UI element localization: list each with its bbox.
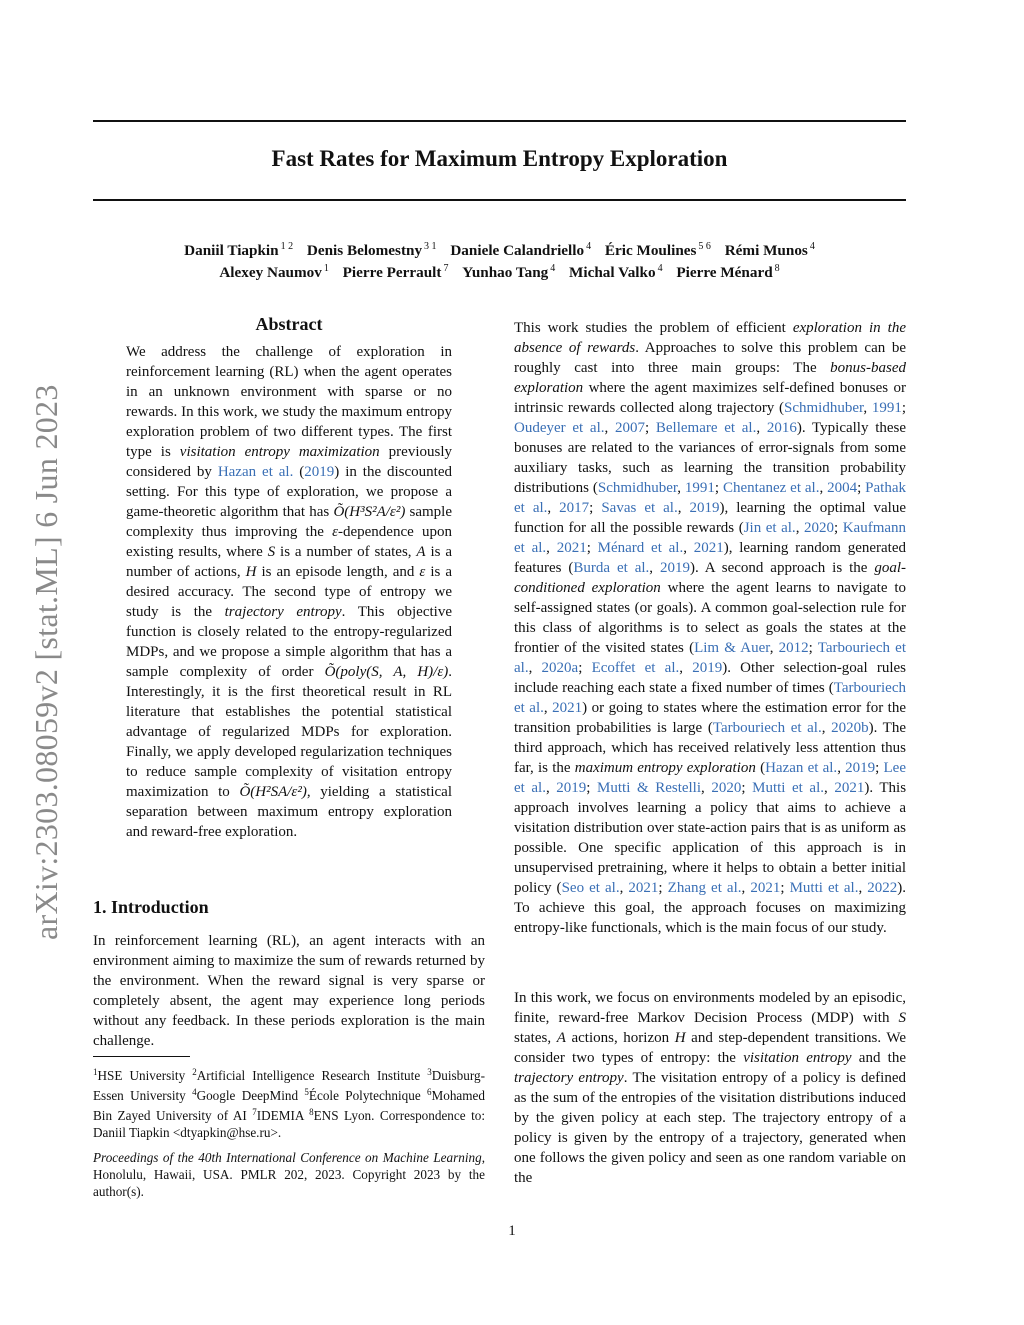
intro-paragraph: In reinforcement learning (RL), an agent interacts with an environment aiming to maximize the sum of rewards returned by the environment. When the reward signal is very sparse or completely absent, the agent may experience long periods without any feedback. In these periods exploration is the main challenge. — [93, 933, 485, 1049]
author: Yunhao Tang $^4$ — [462, 263, 556, 281]
arxiv-stamp: arXiv:2303.08059v2 [stat.ML] 6 Jun 2023 — [28, 384, 64, 940]
top-rule — [93, 120, 906, 122]
affiliations-footnote: $^1$HSE University $^2$Artificial Intelligence Research Institute $^3$Duisburg-Essen University $^4$Google DeepMind $^5$École Polytechnique $^6$Mohamed Bin Zayed University of AI $^7$IDEMIA $^8$ENS Lyon. Correspondence to: Daniil Tiapkin <dtyapkin@hse.ru>. — [93, 1067, 486, 1140]
author-line-2 — [93, 258, 906, 284]
author: Éric Moulines $^{5 6}$ — [604, 241, 711, 259]
right-column-paragraph-2: In this work, we focus on environments modeled by an episodic, finite, reward-free Markov Decision Process (MDP) with S states, A actions, horizon H and step-dependent transitions. We consider two types of entropy: the visitation entropy and the trajectory entropy. The visitation entropy of a policy is defined as the sum of the entropies of the visitation distributions induced by the given policy at each step. The trajectory entropy of a policy is given by the entropy of a trajectory, generated when one follows the given policy and seen as one random variable on the — [514, 990, 907, 1186]
abstract-heading: Abstract — [255, 314, 323, 334]
author: Alexey Naumov $^1$ — [219, 263, 329, 281]
author: Pierre Ménard $^8$ — [676, 263, 780, 281]
section-heading: 1. Introduction — [93, 897, 209, 917]
author: Michal Valko $^4$ — [569, 263, 663, 281]
footnote-rule — [93, 1056, 190, 1057]
abstract-body: We address the challenge of exploration in reinforcement learning (RL) when the agent operates in an unknown environment with sparse or no rewards. In this work, we study the maximum entropy exploration problem of two different types. The first type is visitation entropy maximization previously considered by Hazan et al. (2019) in the discounted setting. For this type of exploration, we propose a game-theoretic algorithm that has Õ(H³S²A/ε²) sample complexity thus improving the ε-dependence upon existing results, where S is a number of states, A is a number of actions, H is an episode length, and ε is a desired accuracy. The second type of entropy we study is the trajectory entropy. This objective function is closely related to the entropy-regularized MDPs, and we propose a simple algorithm that has a sample complexity of order Õ(poly(S, A, H)/ε). Interestingly, it is the first theoretical result in RL literature that establishes the potential statistical advantage of regularized MDPs for exploration. Finally, we apply developed regularization techniques to reduce sample complexity of visitation entropy maximization to Õ(H²SA/ε²), yielding a statistical separation between maximum entropy exploration and reward-free exploration. — [126, 344, 452, 840]
title-bottom-rule — [93, 199, 906, 201]
author: Daniele Calandriello $^4$ — [450, 241, 592, 259]
page-number: 1 — [508, 1223, 516, 1239]
right-column-paragraph-1: This work studies the problem of efficient exploration in the absence of rewards. Approaches to solve this problem can be roughly cast into three main groups: The bonus-based exploration where the agent maximizes self-defined bonuses or intrinsic rewards collected along trajectory (Schmidhuber, 1991; Oudeyer et al., 2007; Bellemare et al., 2016). Typically these bonuses are related to the variances of error-signals from some auxiliary tasks, such as learning the transition probability distributions (Schmidhuber, 1991; Chentanez et al., 2004; Pathak et al., 2017; Savas et al., 2019), learning the optimal value function for all the possible rewards (Jin et al., 2020; Kaufmann et al., 2021; Ménard et al., 2021), learning random generated features (Burda et al., 2019). A second approach is the goal-conditioned exploration where the agent learns to navigate to self-assigned states (or goals). A common goal-selection rule for this class of algorithms is to select as goals the states at the frontier of the visited states (Lim & Auer, 2012; Tarbouriech et al., 2020a; Ecoffet et al., 2019). Other selection-goal rules include reaching each state a fixed number of times (Tarbouriech et al., 2021) or going to states where the estimation error for the transition probabilities is large (Tarbouriech et al., 2020b). The third approach, which has received relatively less attention thus far, is the maximum entropy exploration (Hazan et al., 2019; Lee et al., 2019; Mutti & Restelli, 2020; Mutti et al., 2021). This approach involves learning a policy that aims to achieve a visitation distribution over state-action pairs that is as uniform as possible. One specific application of this approach is in unsupervised pretraining, where it helps to obtain a better initial policy (Seo et al., 2021; Zhang et al., 2021; Mutti et al., 2022). To achieve this goal, the approach focuses on maximizing entropy-like functionals, which is the main focus of our study. — [514, 320, 907, 936]
paper-title: Fast Rates for Maximum Entropy Exploration — [271, 146, 728, 171]
author: Pierre Perrault $^7$ — [342, 263, 449, 281]
author: Daniil Tiapkin $^{1 2}$ — [184, 241, 294, 259]
proceedings-footnote: Proceedings of the 40th International Conference on Machine Learning, Honolulu, Hawaii, USA. PMLR 202, 2023. Copyright 2023 by the author(s). — [93, 1150, 485, 1199]
author: Denis Belomestny $^{3 1}$ — [306, 241, 437, 259]
author: Rémi Munos $^4$ — [724, 241, 815, 259]
